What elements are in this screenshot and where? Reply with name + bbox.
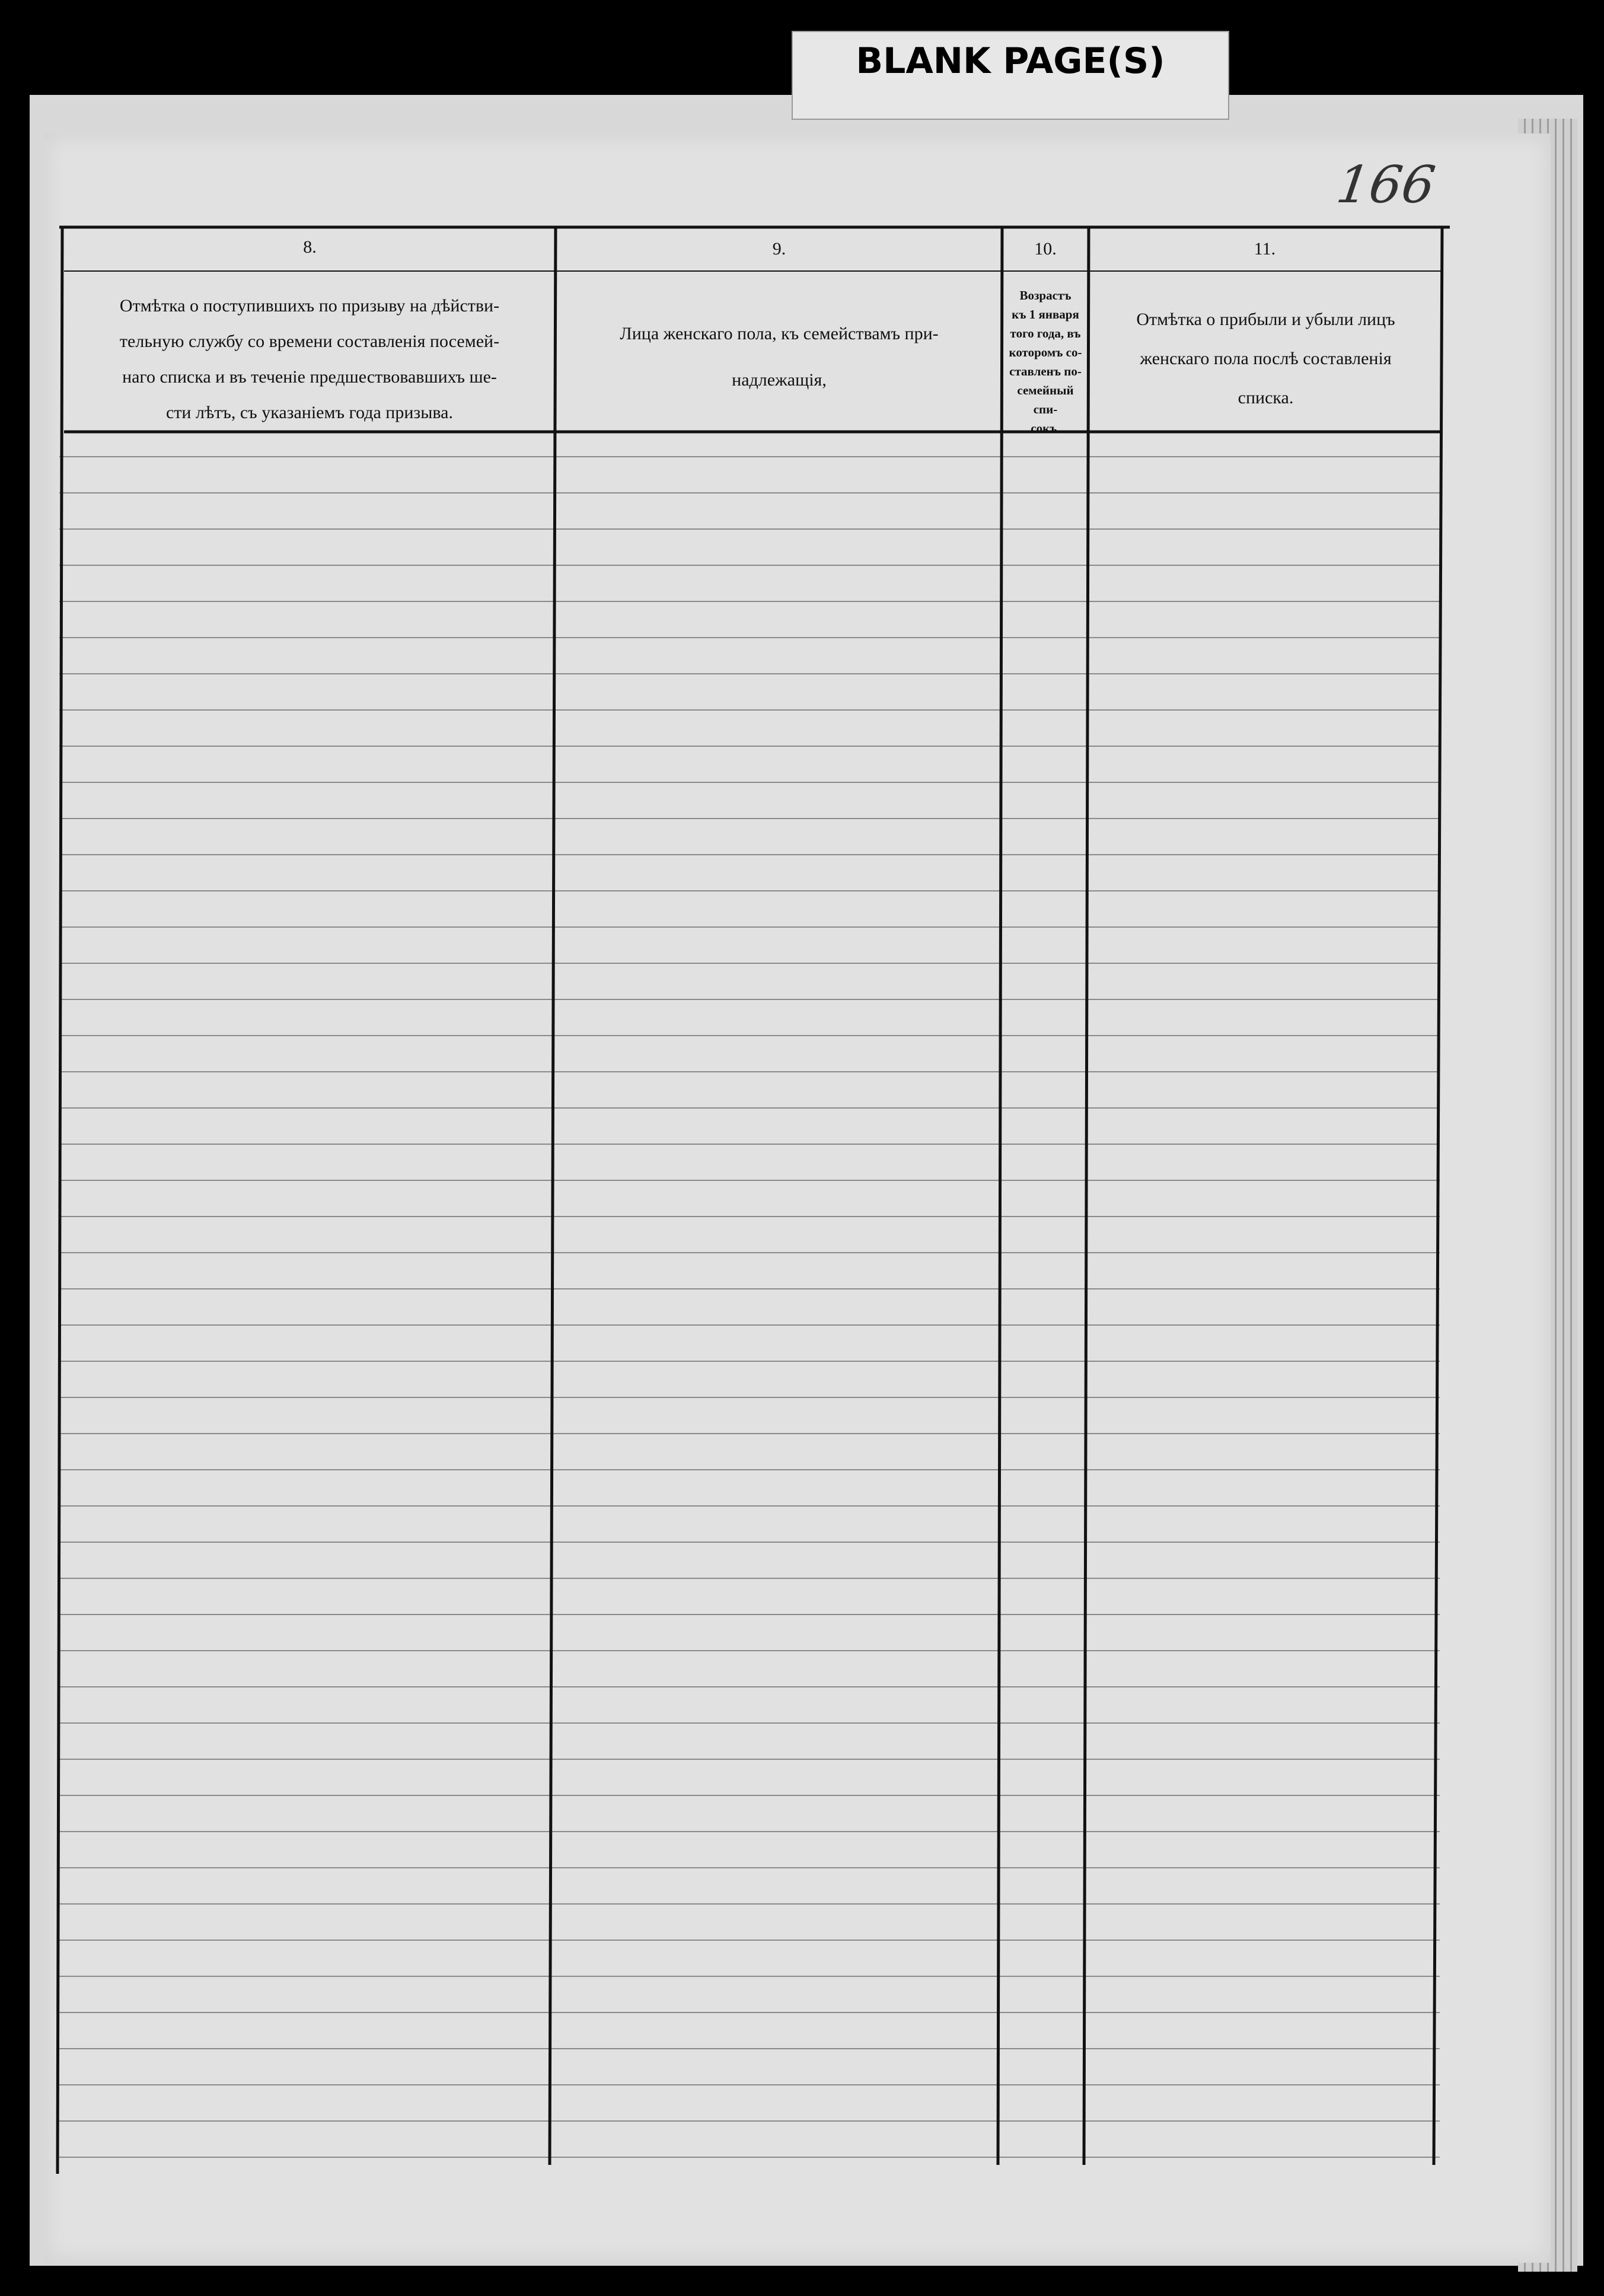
divider-col-9-10	[998, 227, 1002, 2165]
divider-col-10-11	[1084, 227, 1089, 2165]
col-10-heading-line: семейный спи-	[1017, 383, 1074, 416]
col-10-heading-line: ставленъ по-	[1009, 364, 1082, 378]
left-border	[58, 227, 62, 2174]
col-9-heading-line: Лица женскаго пола, къ семействамъ при-	[620, 324, 939, 343]
col-9-number: 9.	[772, 239, 786, 259]
col-8-heading-line: сти лѣтъ, съ указаніемъ года призыва.	[166, 403, 453, 422]
col-8-heading-line: тельную службу со времени составленія посемей-	[119, 332, 500, 351]
col-11-heading-line: женскаго пола послѣ составленія	[1140, 349, 1392, 368]
col-11-heading-line: списка.	[1238, 388, 1294, 407]
col-8-heading-line: Отмѣтка о поступившихъ по призыву на дѣйстви-	[119, 296, 500, 316]
col-10-number: 10.	[1034, 239, 1057, 259]
col-10-heading-line: къ 1 января	[1012, 307, 1079, 321]
col-10-heading-line: Возрастъ	[1019, 288, 1072, 302]
col-11-heading	[1092, 300, 1439, 418]
right-border	[1434, 227, 1442, 2165]
page-number: 166	[1332, 155, 1439, 215]
col-10-heading-line: сокъ.	[1031, 421, 1060, 435]
col-8-heading-line: наго списка и въ теченіе предшествовавшихъ ше-	[122, 367, 497, 387]
col-10-heading	[1004, 286, 1087, 438]
col-8-number: 8.	[303, 237, 317, 257]
col-10-heading-line: того года, въ	[1010, 326, 1081, 340]
col-8-heading	[66, 288, 553, 431]
col-10-heading-line: которомъ со-	[1009, 345, 1082, 359]
col-9-heading-line: надлежащія,	[732, 370, 827, 390]
blank-page-label: BLANK PAGE(S)	[856, 40, 1165, 82]
col-11-number: 11.	[1254, 239, 1276, 259]
row-rules	[59, 457, 1440, 2157]
divider-col-8-9	[550, 227, 556, 2165]
col-9-heading	[560, 311, 998, 403]
col-11-heading-line: Отмѣтка о прибыли и убыли лицъ	[1136, 310, 1395, 329]
